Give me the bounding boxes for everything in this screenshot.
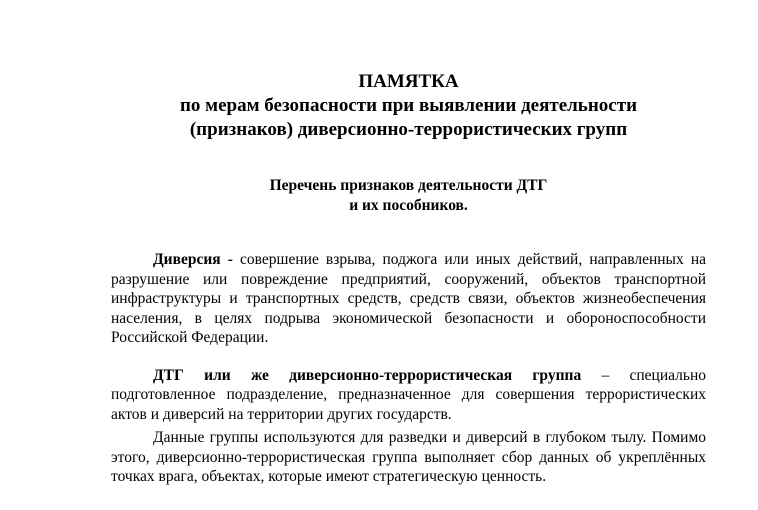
document-title: ПАМЯТКА: [358, 71, 459, 92]
section-heading: [111, 176, 706, 216]
paragraph-usage: [111, 428, 706, 487]
term-dtg: ДТГ или же диверсионно-террористическая группа: [153, 366, 582, 384]
section-heading-line-1: Перечень признаков деятельности ДТГ: [269, 177, 548, 194]
definition-dtg: – специально подготовленное подразделение, предназначенное для совершения террористических актов и диверсий на территории других государств.: [111, 366, 707, 423]
paragraph-diversion: [111, 250, 706, 348]
document-title-block: [111, 70, 706, 142]
paragraph-dtg: [111, 366, 706, 425]
usage-text: Данные группы используются для разведки и диверсий в глубоком тылу. Помимо этого, диверсионно-террористическая группа выполняет сбор данных об укреплённых точках врага, объектах, которые имеют стратегическую ценность.: [111, 429, 706, 485]
definition-diversion: совершение взрыва, поджога или иных действий, направленных на разрушение или повреждение предприятий, сооружений, объектов транспортной инфраструктуры и транспортных средств, средств связи, объектов жизнеобеспечения населения, в целях подрыва экономической безопасности и обороноспособности Российской Федерации.: [111, 251, 706, 346]
document-title-line-3: (признаков) диверсионно-террористических групп: [189, 119, 628, 140]
section-heading-line-2: и их пособников.: [349, 197, 468, 214]
term-diversion: Диверсия -: [153, 251, 233, 268]
document-title-line-2: по мерам безопасности при выявлении деятельности: [179, 95, 638, 116]
document-page: [111, 70, 706, 487]
